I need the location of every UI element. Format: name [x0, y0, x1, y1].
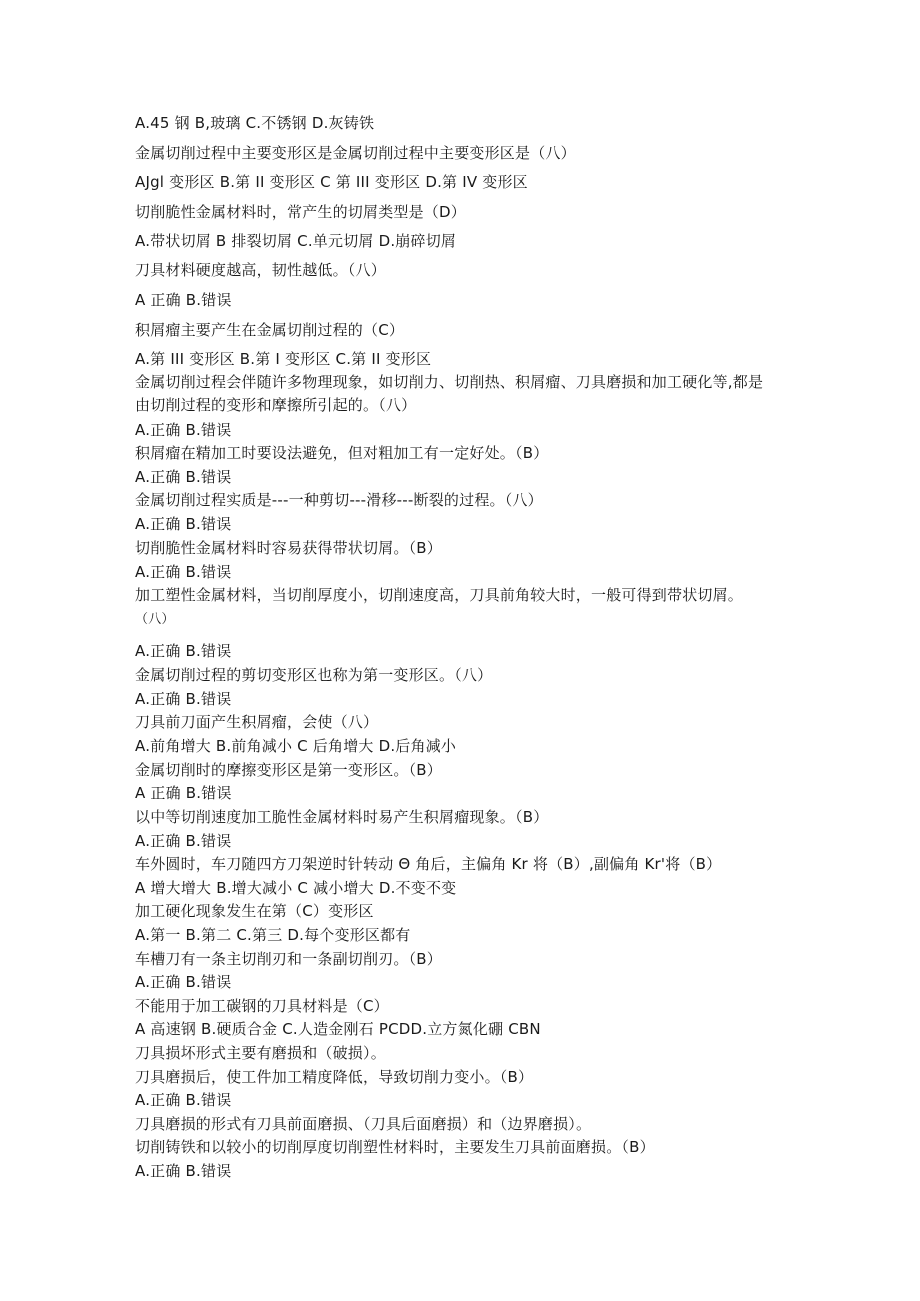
text-line: A 高速钢 B.硬质合金 C.人造金刚石 PCDD.立方氮化硼 CBN	[135, 1020, 541, 1038]
text-line: A 增大增大 B.增大减小 C 减小增大 D.不变不变	[135, 879, 457, 897]
text-line: 刀具材料硬度越高，韧性越低。（八）	[135, 261, 386, 279]
text-line: 不能用于加工碳钢的刀具材料是（C）	[135, 997, 389, 1015]
text-line: A.第 III 变形区 B.第 I 变形区 C.第 II 变形区	[135, 350, 432, 368]
text-line: 金属切削过程的剪切变形区也称为第一变形区。（八）	[135, 666, 493, 684]
text-line: 金属切削时的摩擦变形区是第一变形区。（B）	[135, 761, 442, 779]
text-line: 积屑瘤主要产生在金属切削过程的（C）	[135, 321, 405, 339]
text-line: A.正确 B.错误	[135, 1162, 232, 1180]
text-line: AJgl 变形区 B.第 II 变形区 C 第 III 变形区 D.第 IV 变形区	[135, 173, 528, 191]
text-line: A.正确 B.错误	[135, 563, 232, 581]
text-line: 积屑瘤在精加工时要设法避免，但对粗加工有一定好处。（B）	[135, 444, 549, 462]
text-line: 切削脆性金属材料时，常产生的切屑类型是（D）	[135, 203, 466, 221]
text-line: 金属切削过程实质是---一种剪切---滑移---断裂的过程。（八）	[135, 491, 543, 509]
text-line: A.正确 B.错误	[135, 515, 232, 533]
text-line: A.带状切屑 B 排裂切屑 C.单元切屑 D.崩碎切屑	[135, 232, 457, 250]
text-line: A 正确 B.错误	[135, 784, 232, 802]
text-line: （八）	[135, 612, 175, 627]
text-line: 刀具损坏形式主要有磨损和（破损）。	[135, 1044, 386, 1062]
text-line: 加工硬化现象发生在第（C）变形区	[135, 902, 374, 920]
text-line: 以中等切削速度加工脆性金属材料时易产生积屑瘤现象。（B）	[135, 808, 549, 826]
text-line: 由切削过程的变形和摩擦所引起的。（八）	[135, 396, 417, 414]
text-line: A.前角增大 B.前角减小 C 后角增大 D.后角减小	[135, 737, 457, 755]
text-line: A.正确 B.错误	[135, 642, 232, 660]
text-line: A.45 钢 B,玻璃 C.不锈钢 D.灰铸铁	[135, 114, 375, 132]
text-line: 金属切削过程会伴随许多物理现象，如切削力、切削热、积屑瘤、刀具磨损和加工硬化等,都是	[135, 373, 764, 391]
text-line: 金属切削过程中主要变形区是金属切削过程中主要变形区是（八）	[135, 144, 576, 162]
text-line: 车槽刀有一条主切削刃和一条副切削刃。（B）	[135, 950, 442, 968]
text-line: A.正确 B.错误	[135, 832, 232, 850]
text-line: 刀具前刀面产生积屑瘤，会使（八）	[135, 713, 379, 731]
text-line: 车外圆时，车刀随四方刀架逆时针转动 Θ 角后，主偏角 Kr 将（B）,副偏角 Kr'将（B）	[135, 855, 722, 873]
text-line: 切削铸铁和以较小的切削厚度切削塑性材料时，主要发生刀具前面磨损。（B）	[135, 1138, 655, 1156]
text-line: 刀具磨损后，使工件加工精度降低，导致切削力变小。（B）	[135, 1068, 534, 1086]
text-line: A.正确 B.错误	[135, 973, 232, 991]
text-line: A.正确 B.错误	[135, 421, 232, 439]
text-line: A.正确 B.错误	[135, 1091, 232, 1109]
text-line: 加工塑性金属材料，当切削厚度小，切削速度高，刀具前角较大时，一般可得到带状切屑。	[135, 586, 744, 604]
text-line: 刀具磨损的形式有刀具前面磨损、（刀具后面磨损）和（边界磨损）。	[135, 1115, 592, 1133]
text-line: 切削脆性金属材料时容易获得带状切屑。（B）	[135, 539, 442, 557]
text-line: A.正确 B.错误	[135, 690, 232, 708]
text-line: A.第一 B.第二 C.第三 D.每个变形区都有	[135, 926, 411, 944]
text-line: A 正确 B.错误	[135, 291, 232, 309]
text-line: A.正确 B.错误	[135, 468, 232, 486]
